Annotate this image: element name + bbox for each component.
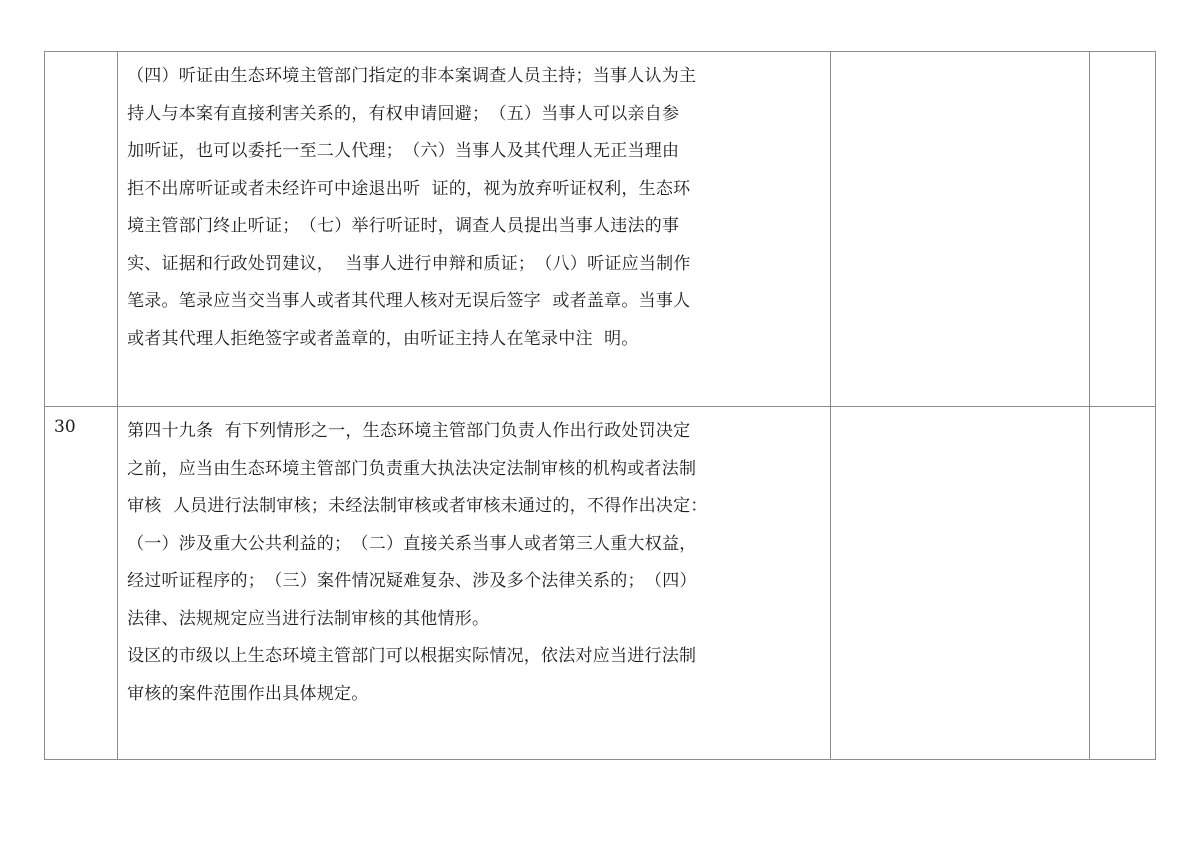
row-number-cell <box>45 52 118 407</box>
text-line: 设区的市级以上生态环境主管部门可以根据实际情况，依法对应当进行法制 <box>127 646 697 666</box>
empty-cell <box>830 52 1089 407</box>
text-line: 审核 人员进行法制审核；未经法制审核或者审核未通过的，不得作出决定： <box>127 496 708 516</box>
text-line: 审核的案件范围作出具体规定。 <box>127 683 369 704</box>
table-row <box>45 407 1156 760</box>
text-line: 第四十九条 有下列情形之一，生态环境主管部门负责人作出行政处罚决定 <box>127 421 691 441</box>
row-number <box>45 52 117 60</box>
row-number: 30 <box>54 417 76 437</box>
text-line: 或者其代理人拒绝签字或者盖章的，由听证主持人在笔录中注 明。 <box>127 328 639 349</box>
article-text-cell <box>118 52 831 407</box>
text-line: （四）听证由生态环境主管部门指定的非本案调查人员主持；当事人认为主 <box>127 66 697 86</box>
empty-cell <box>1089 407 1155 760</box>
empty-cell <box>830 407 1089 760</box>
text-line: 法律、法规规定应当进行法制审核的其他情形。 <box>127 608 490 629</box>
text-line: 笔录。笔录应当交当事人或者其代理人核对无误后签字 或者盖章。当事人 <box>127 291 691 311</box>
text-line: 境主管部门终止听证； （七）举行听证时，调查人员提出当事人违法的事 <box>127 216 680 236</box>
text-line: 经过听证程序的； （三）案件情况疑难复杂、涉及多个法律关系的； （四） <box>127 571 697 591</box>
empty-cell <box>1089 52 1155 407</box>
text-line: 实、证据和行政处罚建议， 当事人进行申辩和质证； （八）听证应当制作 <box>127 253 691 274</box>
text-line: 拒不出席听证或者未经许可中途退出听 证的，视为放弃听证权利，生态环 <box>127 178 691 199</box>
text-line: 之前，应当由生态环境主管部门负责重大执法决定法制审核的机构或者法制 <box>127 458 697 479</box>
text-line: 加听证，也可以委托一至二人代理； （六）当事人及其代理人无正当理由 <box>127 141 680 161</box>
table-row <box>45 52 1156 407</box>
text-line: （一）涉及重大公共利益的； （二）直接关系当事人或者第三人重大权益， <box>127 533 697 554</box>
row-number-cell <box>45 407 118 760</box>
text-line: 持人与本案有直接利害关系的，有权申请回避； （五）当事人可以亲自参 <box>127 103 680 124</box>
article-text-cell <box>118 407 831 760</box>
document-table <box>44 51 1156 760</box>
